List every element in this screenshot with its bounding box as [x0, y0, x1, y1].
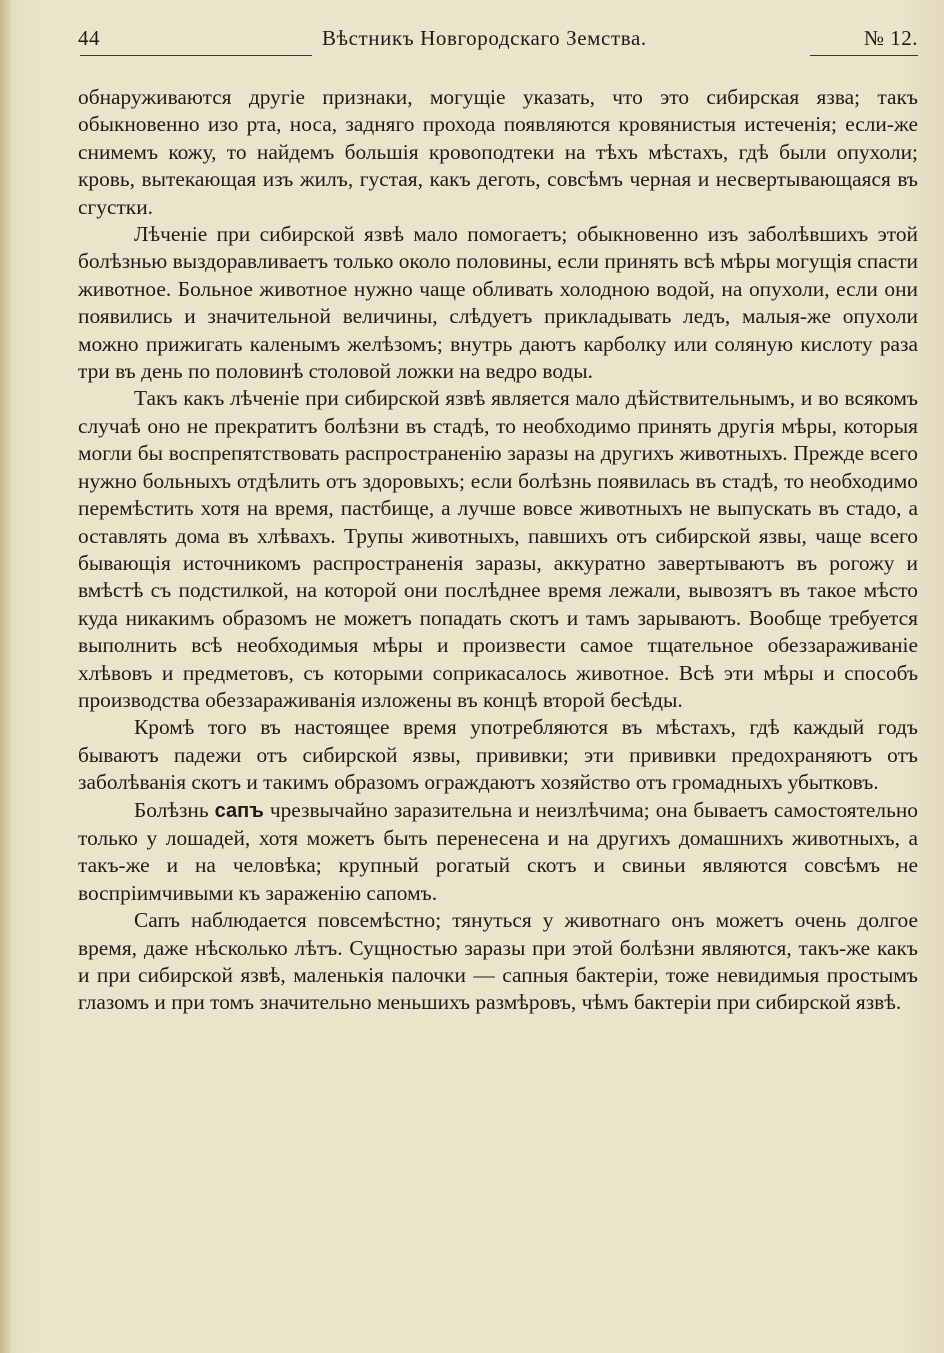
paragraph-5-start: Болѣзнь	[134, 797, 215, 822]
paragraph-3: Такъ какъ лѣченіе при сибирской язвѣ является мало дѣйствительнымъ, и во всякомъ случаѣ оно не прекратитъ болѣзни въ стадѣ, то необходимо принять другія мѣры, которыя могли бы воспрепятствовать распространенію заразы на другихъ животныхъ. Прежде всего нужно больныхъ отдѣлить отъ здоровыхъ; если болѣзнь появилась въ стадѣ, то необходимо перемѣстить хотя на время, пастбище, а лучше вовсе животныхъ не выпускать въ стадо, а оставлять дома въ хлѣвахъ. Трупы животныхъ, павшихъ отъ сибирской язвы, чаще всего бывающія источникомъ распространенія заразы, аккуратно завертываютъ въ рогожу и вмѣстѣ съ подстилкой, на которой они послѣднее время лежали, вывозятъ въ такое мѣсто куда никакимъ образомъ не можетъ попадать скотъ и тамъ зарываютъ. Вообще требуется выполнить всѣ необходимыя мѣры и произвести самое тщательное обеззараживаніе хлѣвовъ и предметовъ, съ которыми соприкасалось животное. Всѣ эти мѣры и способъ производства обеззараживанія изложены въ концѣ второй бесѣды.	[78, 386, 918, 712]
paragraph-6: Сапъ наблюдается повсемѣстно; тянуться у животнаго онъ можетъ очень долгое время, даже нѣсколько лѣтъ. Сущностью заразы при этой болѣзни являются, такъ-же какъ и при сибирской язвѣ, маленькія палочки — сапныя бактеріи, тоже невидимыя простымъ глазомъ и при томъ значительно меньшихъ размѣровъ, чѣмъ бактеріи при сибирской язвѣ.	[78, 908, 918, 1015]
paragraph-5	[78, 797, 918, 908]
header-rule-left	[80, 55, 312, 56]
page-spine-shadow	[0, 0, 10, 1353]
header-rule-right	[810, 55, 918, 56]
paragraph-1: обнаруживаются другіе признаки, могущіе указать, что это сибирская язва; такъ обыкновенно изо рта, носа, задняго прохода появляются кровянистыя истеченія; если-же снимемъ кожу, то найдемъ большія кровоподтеки на тѣхъ мѣстахъ, гдѣ были опухоли; кровь, вытекающая изъ жилъ, густая, какъ деготь, совсѣмъ черная и несвертывающаяся въ сгустки.	[78, 85, 918, 219]
running-header	[78, 26, 918, 60]
body-text	[78, 84, 918, 1017]
issue-number: № 12.	[863, 26, 918, 50]
paragraph-4: Кромѣ того въ настоящее время употребляются въ мѣстахъ, гдѣ каждый годъ бываютъ падежи отъ сибирской язвы, прививки; эти прививки предохраняютъ отъ заболѣванія скотъ и такимъ образомъ ограждаютъ хозяйство отъ громадныхъ убытковъ.	[78, 715, 918, 795]
paragraph-5-rest: чрезвычайно заразительна и неизлѣчима; она бываетъ самостоятельно только у лошадей, хотя можетъ быть перенесена и на другихъ домашнихъ животныхъ, а такъ-же и на человѣка; крупный рогатый скотъ и свиньи являются совсѣмъ не воспріимчивыми къ зараженію сапомъ.	[78, 797, 918, 905]
term-sap: сапъ	[214, 799, 264, 822]
page-number: 44	[78, 26, 100, 50]
paragraph-2: Лѣченіе при сибирской язвѣ мало помогаетъ; обыкновенно изъ заболѣвшихъ этой болѣзнью выздоравливаетъ только около половины, если принять всѣ мѣры могущія спасти животное. Больное животное нужно чаще обливать холодною водой, на опухоли, если они появились и значительной величины, слѣдуетъ прикладывать ледъ, малыя-же опухоли можно прижигать каленымъ желѣзомъ; внутрь даютъ карболку или соляную кислоту раза три въ день по половинѣ столовой ложки на ведро воды.	[78, 222, 918, 384]
journal-title: Вѣстникъ Новгородскаго Земства.	[322, 26, 647, 50]
